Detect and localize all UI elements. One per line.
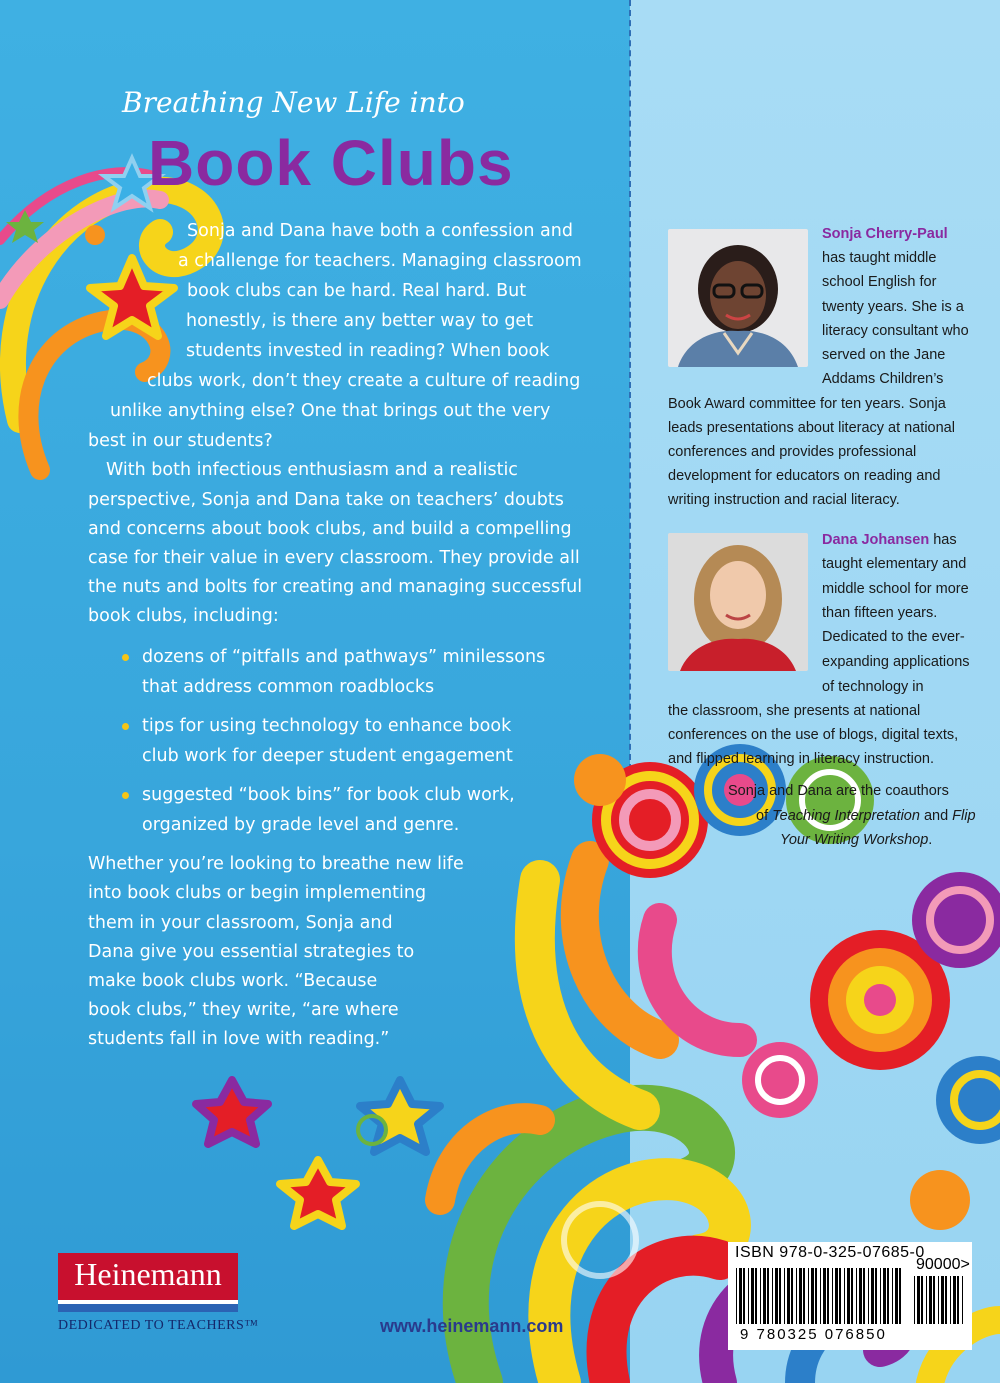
blurb-line: case for their value in every classroom. They provide all bbox=[88, 548, 580, 568]
publisher-tagline: DEDICATED TO TEACHERS™ bbox=[58, 1318, 259, 1333]
bio-line: Addams Children’s bbox=[822, 371, 944, 387]
blurb-line: students invested in reading? When book bbox=[186, 341, 550, 361]
blurb-line: Sonja and Dana have both a confession and bbox=[187, 221, 573, 241]
bullet-line: that address common roadblocks bbox=[142, 677, 435, 697]
text-fragment: and bbox=[919, 808, 953, 824]
publisher-logo-stripe bbox=[58, 1300, 238, 1312]
publisher-logo-text: Heinemann bbox=[74, 1256, 222, 1292]
portrait-image bbox=[668, 229, 808, 367]
bio-line: leads presentations about literacy at national bbox=[668, 420, 955, 436]
bio-line: development for educators on reading and bbox=[668, 468, 941, 484]
bottom-left-stars bbox=[196, 1080, 440, 1226]
blurb-line: honestly, is there any better way to get bbox=[186, 311, 534, 331]
author-photo-sonja bbox=[668, 229, 808, 367]
author-photo-dana bbox=[668, 533, 808, 671]
blurb-line: into book clubs or begin implementing bbox=[88, 883, 427, 903]
bio-line: and flipped learning in literacy instruction. bbox=[668, 751, 934, 767]
blurb-line: students fall in love with reading.” bbox=[88, 1029, 390, 1049]
author-name: Dana Johansen bbox=[822, 532, 930, 548]
bio-line: Dedicated to the ever- bbox=[822, 629, 965, 645]
blurb-line: book clubs can be hard. Real hard. But bbox=[187, 281, 527, 301]
bio-line: has taught middle bbox=[822, 250, 937, 266]
bio-line: conferences and provides professional bbox=[668, 444, 917, 460]
coauthors-line: Sonja and Dana are the coauthors bbox=[728, 783, 949, 799]
bio-line: school English for bbox=[822, 274, 937, 290]
bio-line: than fifteen years. bbox=[822, 605, 938, 621]
bio-line: twenty years. She is a bbox=[822, 299, 964, 315]
blurb-line: book clubs,” they write, “are where bbox=[88, 1000, 399, 1020]
bullet-dot-icon bbox=[122, 792, 129, 799]
blurb-bullet bbox=[142, 780, 515, 840]
blurb-line: best in our students? bbox=[88, 431, 273, 451]
book-title-italic: Your Writing Workshop bbox=[780, 832, 929, 848]
blurb-line: make book clubs work. “Because bbox=[88, 971, 378, 991]
bullet-line: organized by grade level and genre. bbox=[142, 815, 460, 835]
blurb-line: clubs work, don’t they create a culture of reading bbox=[147, 371, 581, 391]
price-code: 90000> bbox=[916, 1256, 970, 1273]
bullet-dot-icon bbox=[122, 723, 129, 730]
portrait-image bbox=[668, 533, 808, 671]
blurb-line: With both infectious enthusiasm and a realistic bbox=[106, 460, 518, 480]
blurb-line: a challenge for teachers. Managing classroom bbox=[178, 251, 582, 271]
blurb-bullet bbox=[142, 711, 513, 771]
publisher-website: www.heinemann.com bbox=[380, 1316, 564, 1336]
book-title-italic: Flip bbox=[952, 808, 976, 824]
blurb-line: the nuts and bolts for creating and managing successful bbox=[88, 577, 583, 597]
barcode-number: 9 780325 076850 bbox=[740, 1326, 887, 1343]
coauthors-line bbox=[756, 804, 976, 828]
text-fragment: . bbox=[928, 832, 933, 848]
blurb-line: unlike anything else? One that brings out the very bbox=[110, 401, 551, 421]
author-name: Sonja Cherry-Paul bbox=[822, 226, 948, 242]
isbn-label: ISBN 978-0-325-07685-0 bbox=[735, 1244, 925, 1261]
barcode-icon bbox=[736, 1268, 906, 1328]
coauthors-line bbox=[780, 828, 932, 852]
blurb-line: book clubs, including: bbox=[88, 606, 279, 626]
blurb-line: perspective, Sonja and Dana take on teachers’ doubts bbox=[88, 490, 564, 510]
author-name-suffix: has bbox=[929, 532, 957, 548]
text-fragment: of bbox=[756, 808, 773, 824]
bio-line: writing instruction and racial literacy. bbox=[668, 492, 900, 508]
bio-line: of technology in bbox=[822, 679, 924, 695]
bio-line: the classroom, she presents at national bbox=[668, 703, 921, 719]
blurb-line: them in your classroom, Sonja and bbox=[88, 913, 393, 933]
blurb-bullet bbox=[142, 642, 545, 702]
bio-line: expanding applications bbox=[822, 654, 970, 670]
blurb-line: and concerns about book clubs, and build a compelling bbox=[88, 519, 572, 539]
price-barcode-icon bbox=[914, 1276, 966, 1326]
bullet-line: club work for deeper student engagement bbox=[142, 746, 513, 766]
author-name-line bbox=[822, 528, 957, 553]
book-title: Book Clubs bbox=[148, 127, 514, 199]
bio-line: taught elementary and bbox=[822, 556, 967, 572]
bio-line: literacy consultant who bbox=[822, 323, 969, 339]
bio-line: middle school for more bbox=[822, 581, 969, 597]
book-subtitle: Breathing New Life into bbox=[122, 86, 465, 119]
bullet-dot-icon bbox=[122, 654, 129, 661]
bullet-line: suggested “book bins” for book club work, bbox=[142, 785, 515, 805]
bio-line: served on the Jane bbox=[822, 347, 946, 363]
bullet-line: tips for using technology to enhance book bbox=[142, 716, 512, 736]
blurb-line: Whether you’re looking to breathe new life bbox=[88, 854, 464, 874]
book-title-italic: Teaching Interpretation bbox=[772, 808, 920, 824]
bullet-line: dozens of “pitfalls and pathways” minilessons bbox=[142, 647, 546, 667]
bio-line: conferences on the use of blogs, digital texts, bbox=[668, 727, 959, 743]
blurb-line: Dana give you essential strategies to bbox=[88, 942, 415, 962]
bio-line: Book Award committee for ten years. Sonja bbox=[668, 396, 946, 412]
